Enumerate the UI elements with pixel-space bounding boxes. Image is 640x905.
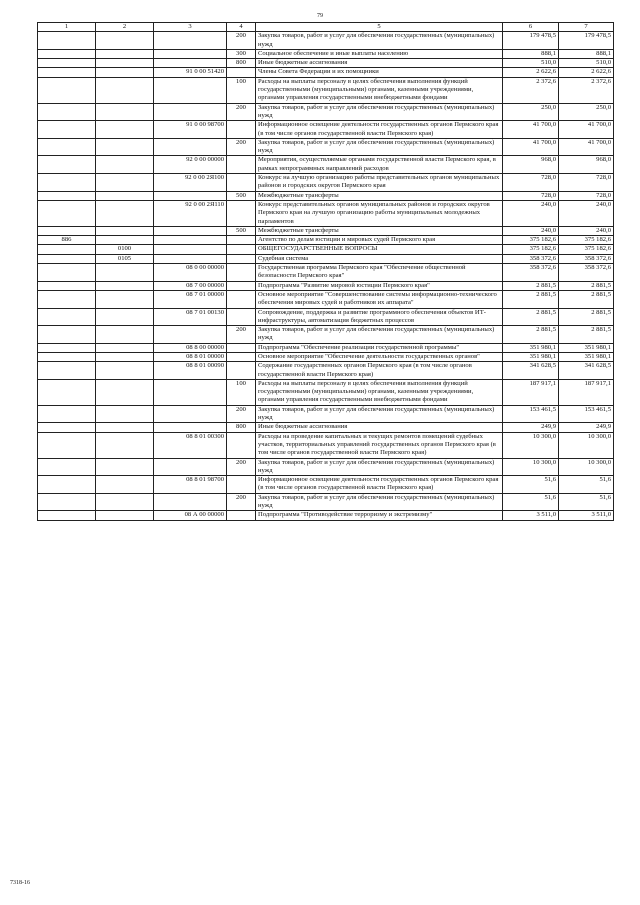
- cell-amount-b: 187 917,1: [559, 379, 614, 405]
- budget-table: [37, 22, 614, 521]
- cell-admin-code: [38, 254, 96, 263]
- cell-target-code: [154, 236, 227, 245]
- cell-description: Закупка товаров, работ и услуг для обеспечения государственных (муниципальных) нужд: [256, 138, 503, 156]
- cell-amount-a: 3 511,0: [503, 511, 559, 520]
- cell-section-code: [96, 138, 154, 156]
- table-row: [38, 32, 614, 50]
- cell-target-code: 92 0 00 00000: [154, 156, 227, 174]
- cell-admin-code: [38, 281, 96, 290]
- cell-expense-type: [227, 343, 256, 352]
- cell-admin-code: [38, 200, 96, 226]
- cell-amount-b: 153 461,5: [559, 405, 614, 423]
- cell-expense-type: 800: [227, 423, 256, 432]
- table-row: [38, 308, 614, 326]
- cell-expense-type: [227, 476, 256, 494]
- cell-section-code: [96, 511, 154, 520]
- cell-admin-code: 886: [38, 236, 96, 245]
- cell-admin-code: [38, 423, 96, 432]
- table-row: [38, 191, 614, 200]
- cell-amount-b: 728,0: [559, 191, 614, 200]
- cell-expense-type: 100: [227, 77, 256, 103]
- cell-amount-a: 2 881,5: [503, 326, 559, 344]
- table-row: [38, 174, 614, 192]
- cell-admin-code: [38, 138, 96, 156]
- cell-amount-a: 51,6: [503, 493, 559, 511]
- table-row: [38, 200, 614, 226]
- cell-amount-b: 968,0: [559, 156, 614, 174]
- cell-admin-code: [38, 493, 96, 511]
- cell-section-code: 0105: [96, 254, 154, 263]
- cell-admin-code: [38, 405, 96, 423]
- cell-amount-a: 968,0: [503, 156, 559, 174]
- table-row: [38, 226, 614, 235]
- cell-description: Закупка товаров, работ и услуг для обеспечения государственных (муниципальных) нужд: [256, 326, 503, 344]
- cell-amount-a: 41 700,0: [503, 138, 559, 156]
- cell-admin-code: [38, 362, 96, 380]
- table-row: [38, 458, 614, 476]
- table-row: [38, 103, 614, 121]
- cell-amount-a: 728,0: [503, 174, 559, 192]
- cell-expense-type: [227, 264, 256, 282]
- cell-admin-code: [38, 379, 96, 405]
- table-row: [38, 49, 614, 58]
- header-cell: 5: [256, 23, 503, 32]
- cell-section-code: [96, 379, 154, 405]
- cell-expense-type: [227, 511, 256, 520]
- cell-amount-a: 153 461,5: [503, 405, 559, 423]
- cell-amount-b: 358 372,6: [559, 264, 614, 282]
- cell-amount-b: 510,0: [559, 59, 614, 68]
- footer-code: 7318-16: [10, 880, 30, 886]
- table-row: [38, 290, 614, 308]
- cell-description: Конкурс на лучшую организацию работы представительных органов муниципальных районов и городских округов Пермского края: [256, 174, 503, 192]
- cell-section-code: [96, 264, 154, 282]
- cell-section-code: [96, 432, 154, 458]
- cell-section-code: [96, 59, 154, 68]
- header-cell: 4: [227, 23, 256, 32]
- cell-amount-b: 10 300,0: [559, 458, 614, 476]
- cell-description: Агентство по делам юстиции и мировых судей Пермского края: [256, 236, 503, 245]
- cell-section-code: [96, 458, 154, 476]
- cell-amount-a: 240,0: [503, 226, 559, 235]
- cell-admin-code: [38, 511, 96, 520]
- cell-target-code: [154, 379, 227, 405]
- cell-description: Расходы на проведение капитальных и текущих ремонтов помещений судебных участков, территориальных управлений государственных органов Пермского края (в том числе органов государственной власти Пермского края): [256, 432, 503, 458]
- cell-target-code: [154, 493, 227, 511]
- cell-expense-type: [227, 200, 256, 226]
- table-row: [38, 511, 614, 520]
- table-row: [38, 68, 614, 77]
- cell-target-code: 08 8 01 00300: [154, 432, 227, 458]
- cell-amount-a: 10 300,0: [503, 458, 559, 476]
- cell-description: Содержание государственных органов Пермского края (в том числе органов государственной власти Пермского края): [256, 362, 503, 380]
- cell-amount-b: 375 182,6: [559, 245, 614, 254]
- cell-description: Межбюджетные трансферты: [256, 226, 503, 235]
- cell-target-code: [154, 245, 227, 254]
- cell-description: Подпрограмма "Развитие мировой юстиции Пермского края": [256, 281, 503, 290]
- table-row: [38, 423, 614, 432]
- cell-amount-a: 375 182,6: [503, 236, 559, 245]
- cell-section-code: [96, 476, 154, 494]
- cell-amount-b: 2 881,5: [559, 326, 614, 344]
- cell-admin-code: [38, 121, 96, 139]
- table-row: [38, 343, 614, 352]
- header-cell: 6: [503, 23, 559, 32]
- cell-amount-b: 10 300,0: [559, 432, 614, 458]
- cell-expense-type: [227, 156, 256, 174]
- cell-amount-a: 179 478,5: [503, 32, 559, 50]
- cell-description: Закупка товаров, работ и услуг для обеспечения государственных (муниципальных) нужд: [256, 103, 503, 121]
- table-row: [38, 121, 614, 139]
- cell-section-code: [96, 236, 154, 245]
- cell-amount-b: 179 478,5: [559, 32, 614, 50]
- cell-target-code: 92 0 00 2Я110: [154, 200, 227, 226]
- cell-section-code: [96, 68, 154, 77]
- cell-amount-b: 250,0: [559, 103, 614, 121]
- cell-target-code: 91 0 00 51420: [154, 68, 227, 77]
- cell-section-code: [96, 121, 154, 139]
- cell-section-code: 0100: [96, 245, 154, 254]
- table-row: [38, 254, 614, 263]
- cell-admin-code: [38, 77, 96, 103]
- cell-description: Подпрограмма "Обеспечение реализации государственной программы": [256, 343, 503, 352]
- cell-target-code: [154, 226, 227, 235]
- cell-description: Мероприятия, осуществляемые органами государственной власти Пермского края, в рамках непрограммных направлений расходов: [256, 156, 503, 174]
- header-cell: 1: [38, 23, 96, 32]
- cell-amount-a: 240,0: [503, 200, 559, 226]
- table-row: [38, 77, 614, 103]
- cell-amount-a: 2 622,6: [503, 68, 559, 77]
- cell-description: Основное мероприятие "Совершенствование системы информационно-технического обеспечения мировых судей и работников их аппарата": [256, 290, 503, 308]
- cell-expense-type: 200: [227, 103, 256, 121]
- cell-amount-a: 2 881,5: [503, 308, 559, 326]
- cell-target-code: [154, 405, 227, 423]
- cell-target-code: [154, 423, 227, 432]
- cell-amount-b: 41 700,0: [559, 121, 614, 139]
- table-header-row: [38, 23, 614, 32]
- cell-amount-a: 2 881,5: [503, 290, 559, 308]
- page-number: 79: [317, 13, 323, 19]
- header-cell: 7: [559, 23, 614, 32]
- cell-expense-type: [227, 254, 256, 263]
- cell-section-code: [96, 191, 154, 200]
- cell-expense-type: [227, 352, 256, 361]
- cell-amount-b: 351 980,1: [559, 352, 614, 361]
- cell-target-code: 08 8 00 00000: [154, 343, 227, 352]
- cell-section-code: [96, 493, 154, 511]
- cell-admin-code: [38, 343, 96, 352]
- cell-admin-code: [38, 68, 96, 77]
- cell-expense-type: [227, 245, 256, 254]
- cell-amount-a: 888,1: [503, 49, 559, 58]
- table-row: [38, 138, 614, 156]
- cell-target-code: [154, 103, 227, 121]
- cell-target-code: 92 0 00 2Я100: [154, 174, 227, 192]
- table-row: [38, 264, 614, 282]
- cell-amount-b: 2 622,6: [559, 68, 614, 77]
- cell-amount-a: 2 372,6: [503, 77, 559, 103]
- cell-expense-type: 200: [227, 458, 256, 476]
- cell-amount-a: 10 300,0: [503, 432, 559, 458]
- cell-section-code: [96, 174, 154, 192]
- cell-description: Иные бюджетные ассигнования: [256, 59, 503, 68]
- cell-admin-code: [38, 264, 96, 282]
- cell-admin-code: [38, 432, 96, 458]
- cell-section-code: [96, 226, 154, 235]
- cell-expense-type: 500: [227, 191, 256, 200]
- cell-target-code: 08 7 00 00000: [154, 281, 227, 290]
- cell-description: Межбюджетные трансферты: [256, 191, 503, 200]
- cell-description: Сопровождение, поддержка и развитие программного обеспечения объектов ИТ-инфраструктуры, автоматизация бюджетных процессов: [256, 308, 503, 326]
- cell-amount-b: 51,6: [559, 476, 614, 494]
- cell-description: Закупка товаров, работ и услуг для обеспечения государственных (муниципальных) нужд: [256, 405, 503, 423]
- cell-amount-b: 51,6: [559, 493, 614, 511]
- table-row: [38, 405, 614, 423]
- cell-description: Иные бюджетные ассигнования: [256, 423, 503, 432]
- cell-section-code: [96, 281, 154, 290]
- cell-expense-type: 200: [227, 32, 256, 50]
- cell-section-code: [96, 200, 154, 226]
- cell-amount-a: 375 182,6: [503, 245, 559, 254]
- table-row: [38, 236, 614, 245]
- cell-description: Судебная система: [256, 254, 503, 263]
- cell-expense-type: [227, 68, 256, 77]
- cell-expense-type: [227, 432, 256, 458]
- cell-description: Закупка товаров, работ и услуг для обеспечения государственных (муниципальных) нужд: [256, 32, 503, 50]
- cell-description: Конкурс представительных органов муниципальных районов и городских округов Пермского края на лучшую организацию работы муниципальных молодежных парламентов: [256, 200, 503, 226]
- cell-section-code: [96, 343, 154, 352]
- cell-amount-a: 351 980,1: [503, 343, 559, 352]
- cell-admin-code: [38, 49, 96, 58]
- cell-target-code: [154, 32, 227, 50]
- cell-description: Закупка товаров, работ и услуг для обеспечения государственных (муниципальных) нужд: [256, 458, 503, 476]
- table-row: [38, 476, 614, 494]
- cell-target-code: 08 8 01 00000: [154, 352, 227, 361]
- cell-description: Информационное освещение деятельности государственных органов Пермского края (в том числе органов государственной власти Пермского края): [256, 121, 503, 139]
- cell-admin-code: [38, 458, 96, 476]
- cell-amount-b: 2 881,5: [559, 290, 614, 308]
- cell-amount-b: 2 372,6: [559, 77, 614, 103]
- cell-admin-code: [38, 191, 96, 200]
- cell-amount-b: 728,0: [559, 174, 614, 192]
- cell-target-code: [154, 254, 227, 263]
- cell-target-code: 91 0 00 98700: [154, 121, 227, 139]
- cell-amount-a: 358 372,6: [503, 264, 559, 282]
- cell-admin-code: [38, 226, 96, 235]
- header-cell: 2: [96, 23, 154, 32]
- cell-target-code: 08 7 01 00130: [154, 308, 227, 326]
- table-row: [38, 352, 614, 361]
- cell-admin-code: [38, 308, 96, 326]
- cell-amount-a: 728,0: [503, 191, 559, 200]
- cell-expense-type: 500: [227, 226, 256, 235]
- cell-section-code: [96, 326, 154, 344]
- cell-description: Расходы на выплаты персоналу в целях обеспечения выполнения функций государственными (муниципальными) органами, казенными учреждениями, органами управления государственными внебюджетными фондами: [256, 77, 503, 103]
- cell-amount-a: 341 628,5: [503, 362, 559, 380]
- cell-amount-b: 249,9: [559, 423, 614, 432]
- cell-amount-a: 41 700,0: [503, 121, 559, 139]
- cell-target-code: 08 0 00 00000: [154, 264, 227, 282]
- cell-expense-type: [227, 174, 256, 192]
- cell-amount-a: 2 881,5: [503, 281, 559, 290]
- cell-description: Члены Совета Федерации и их помощники: [256, 68, 503, 77]
- cell-amount-a: 187 917,1: [503, 379, 559, 405]
- cell-target-code: [154, 326, 227, 344]
- cell-amount-b: 240,0: [559, 200, 614, 226]
- cell-amount-b: 341 628,5: [559, 362, 614, 380]
- cell-description: Государственная программа Пермского края "Обеспечение общественной безопасности Пермского края": [256, 264, 503, 282]
- cell-expense-type: 200: [227, 138, 256, 156]
- cell-section-code: [96, 405, 154, 423]
- cell-admin-code: [38, 103, 96, 121]
- table-row: [38, 362, 614, 380]
- cell-amount-b: 375 182,6: [559, 236, 614, 245]
- cell-expense-type: 100: [227, 379, 256, 405]
- cell-expense-type: 300: [227, 49, 256, 58]
- cell-target-code: 08 7 01 00000: [154, 290, 227, 308]
- cell-description: Закупка товаров, работ и услуг для обеспечения государственных (муниципальных) нужд: [256, 493, 503, 511]
- cell-target-code: [154, 77, 227, 103]
- cell-expense-type: [227, 236, 256, 245]
- cell-section-code: [96, 352, 154, 361]
- cell-amount-a: 358 372,6: [503, 254, 559, 263]
- cell-section-code: [96, 290, 154, 308]
- cell-section-code: [96, 49, 154, 58]
- cell-amount-b: 41 700,0: [559, 138, 614, 156]
- cell-admin-code: [38, 245, 96, 254]
- cell-amount-a: 249,9: [503, 423, 559, 432]
- cell-admin-code: [38, 174, 96, 192]
- cell-admin-code: [38, 476, 96, 494]
- cell-target-code: [154, 191, 227, 200]
- cell-expense-type: 200: [227, 493, 256, 511]
- cell-section-code: [96, 77, 154, 103]
- cell-amount-a: 51,6: [503, 476, 559, 494]
- cell-amount-b: 240,0: [559, 226, 614, 235]
- cell-section-code: [96, 156, 154, 174]
- cell-expense-type: 200: [227, 326, 256, 344]
- cell-expense-type: 200: [227, 405, 256, 423]
- table-row: [38, 245, 614, 254]
- cell-amount-b: 2 881,5: [559, 281, 614, 290]
- cell-admin-code: [38, 156, 96, 174]
- cell-admin-code: [38, 326, 96, 344]
- cell-admin-code: [38, 32, 96, 50]
- table-row: [38, 379, 614, 405]
- header-cell: 3: [154, 23, 227, 32]
- table-row: [38, 156, 614, 174]
- table-row: [38, 493, 614, 511]
- cell-section-code: [96, 423, 154, 432]
- cell-amount-a: 250,0: [503, 103, 559, 121]
- cell-section-code: [96, 103, 154, 121]
- cell-target-code: 08 А 00 00000: [154, 511, 227, 520]
- cell-amount-a: 351 980,1: [503, 352, 559, 361]
- table-row: [38, 326, 614, 344]
- cell-expense-type: 800: [227, 59, 256, 68]
- cell-amount-b: 3 511,0: [559, 511, 614, 520]
- cell-target-code: [154, 458, 227, 476]
- cell-target-code: [154, 59, 227, 68]
- cell-description: Социальное обеспечение и иные выплаты населению: [256, 49, 503, 58]
- cell-expense-type: [227, 121, 256, 139]
- cell-target-code: 08 8 01 98700: [154, 476, 227, 494]
- cell-admin-code: [38, 290, 96, 308]
- table-row: [38, 59, 614, 68]
- cell-expense-type: [227, 362, 256, 380]
- cell-amount-b: 351 980,1: [559, 343, 614, 352]
- cell-expense-type: [227, 281, 256, 290]
- cell-expense-type: [227, 290, 256, 308]
- cell-section-code: [96, 32, 154, 50]
- cell-target-code: [154, 138, 227, 156]
- cell-section-code: [96, 362, 154, 380]
- cell-admin-code: [38, 352, 96, 361]
- cell-description: Основное мероприятие "Обеспечение деятельности государственных органов": [256, 352, 503, 361]
- cell-section-code: [96, 308, 154, 326]
- cell-target-code: [154, 49, 227, 58]
- cell-amount-a: 510,0: [503, 59, 559, 68]
- cell-description: Расходы на выплаты персоналу в целях обеспечения выполнения функций государственными (муниципальными) органами, казенными учреждениями, органами управления государственными внебюджетными фондами: [256, 379, 503, 405]
- cell-amount-b: 358 372,6: [559, 254, 614, 263]
- cell-expense-type: [227, 308, 256, 326]
- table-row: [38, 432, 614, 458]
- cell-amount-b: 2 881,5: [559, 308, 614, 326]
- cell-description: Подпрограмма "Противодействие терроризму и экстремизму": [256, 511, 503, 520]
- table-row: [38, 281, 614, 290]
- cell-target-code: 08 8 01 00090: [154, 362, 227, 380]
- cell-admin-code: [38, 59, 96, 68]
- cell-amount-b: 888,1: [559, 49, 614, 58]
- cell-description: Информационное освещение деятельности государственных органов Пермского края (в том числе органов государственной власти Пермского края): [256, 476, 503, 494]
- cell-description: ОБЩЕГОСУДАРСТВЕННЫЕ ВОПРОСЫ: [256, 245, 503, 254]
